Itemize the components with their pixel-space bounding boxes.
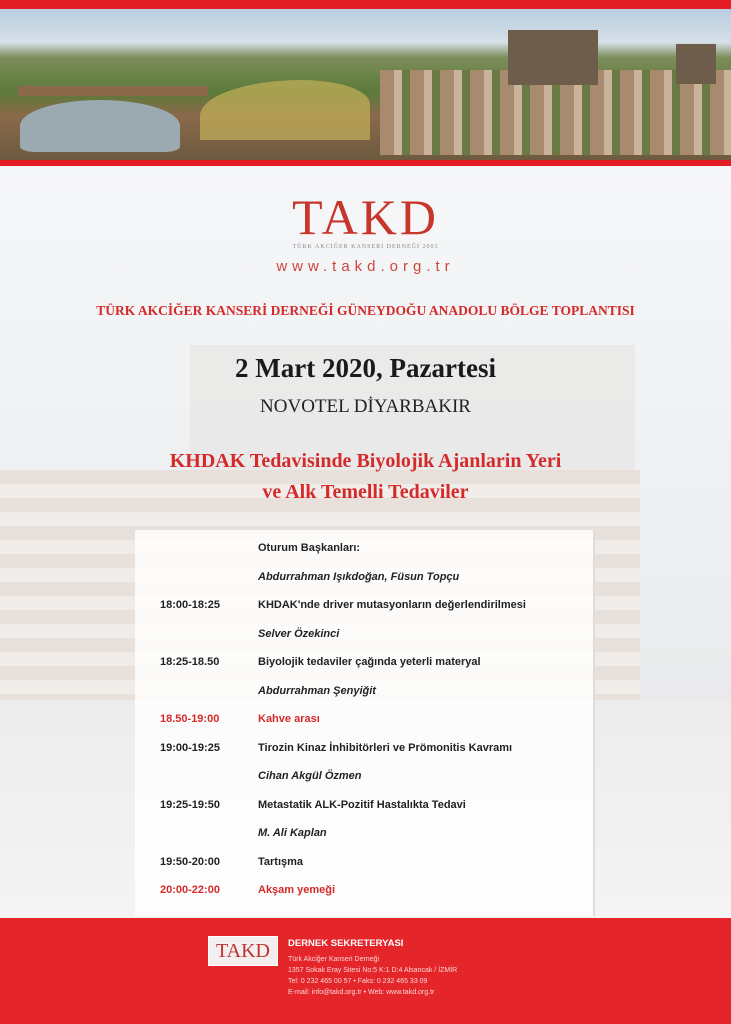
program-item: Biyolojik tedaviler çağında yeterli materyal: [258, 656, 481, 668]
program-item: Tirozin Kinaz İnhibitörleri ve Prömonitis Kavramı: [258, 741, 513, 754]
event-venue: NOVOTEL DİYARBAKIR: [260, 396, 471, 417]
talk-title-line-2: ve Alk Temelli Tedaviler: [262, 481, 469, 503]
program-time: 18.50-19:00: [160, 713, 220, 725]
top-red-bar: [0, 0, 731, 9]
program-time: 19:00-19:25: [160, 741, 220, 754]
footer-line: 1357 Sokak Eray Sitesi No:5 K:1 D:4 Alsancak / İZMİR: [288, 967, 458, 974]
footer-line: Türk Akciğer Kanseri Derneği: [288, 956, 380, 963]
program-item: Abdurrahman Şenyiğit: [258, 684, 376, 697]
program-item: M. Ali Kaplan: [258, 827, 327, 839]
talk-title-line-1: KHDAK Tedavisinde Biyolojik Ajanlarin Yeri: [169, 450, 562, 472]
program-time: 20:00-22:00: [160, 884, 220, 896]
banner-river: [20, 100, 180, 152]
footer-title: DERNEK SEKRETERYASI: [288, 938, 404, 949]
takd-logo: TAKD: [292, 189, 439, 245]
event-subtitle: TÜRK AKCİĞER KANSERİ DERNEĞİ GÜNEYDOĞU ANADOLU BÖLGE TOPLANTISI: [96, 303, 635, 318]
program-item: KHDAK'nde driver mutasyonların değerlendirilmesi: [258, 599, 526, 611]
program-time: 18:00-18:25: [160, 599, 220, 611]
footer-line: Tel: 0 232 465 00 57 • Faks: 0 232 465 33 09: [288, 978, 428, 985]
program-item: Abdurrahman Işıkdoğan, Füsun Topçu: [258, 570, 460, 583]
banner-bridge: [18, 86, 208, 96]
program-item: Tartışma: [258, 855, 304, 868]
logo-url: www.takd.org.tr: [276, 258, 455, 275]
program-item: Cihan Akgül Özmen: [258, 770, 362, 782]
banner-castle: [508, 30, 598, 85]
program-item: Metastatik ALK-Pozitif Hastalıkta Tedavi: [258, 798, 466, 811]
program-item: Kahve arası: [258, 713, 320, 725]
program-table: [135, 530, 595, 916]
footer-line: E-mail: info@takd.org.tr • Web: www.takd.org.tr: [288, 989, 435, 996]
logo-subtitle: TÜRK AKCİĞER KANSERİ DERNEĞİ 2003: [292, 244, 439, 250]
footer-logo: TAKD: [208, 936, 278, 966]
program-item: Oturum Başkanları:: [258, 542, 361, 554]
program-time: 18:25-18.50: [160, 656, 220, 668]
program-time: 19:25-19:50: [160, 798, 220, 811]
program-item: Selver Özekinci: [258, 627, 340, 640]
program-item: Akşam yemeği: [258, 884, 336, 896]
banner-tower: [676, 44, 716, 84]
program-time: 19:50-20:00: [160, 855, 220, 868]
event-date: 2 Mart 2020, Pazartesi: [235, 353, 496, 383]
